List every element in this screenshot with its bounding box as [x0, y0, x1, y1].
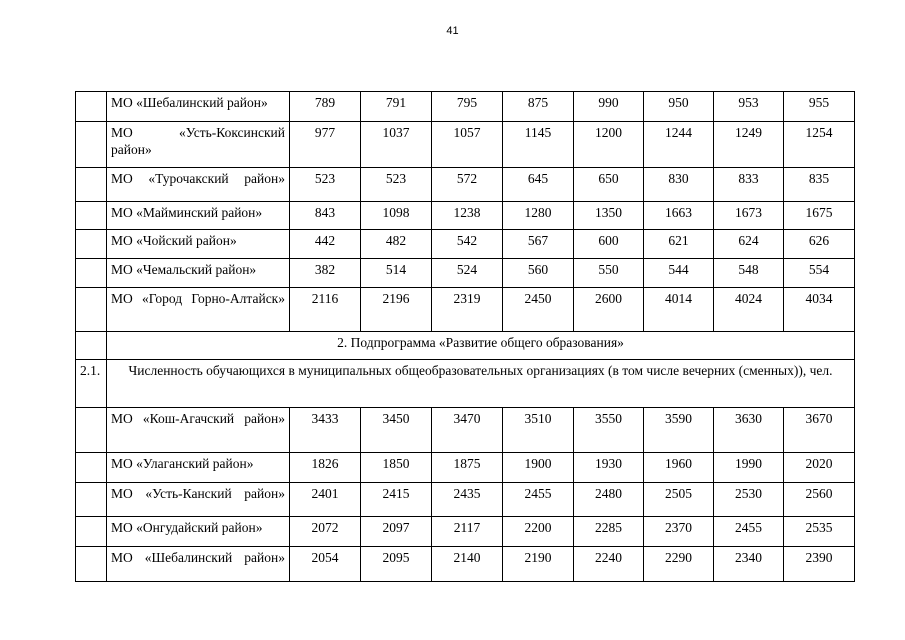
section-title: 2. Подпрограмма «Развитие общего образования» [107, 332, 855, 360]
value-cell: 1037 [361, 122, 432, 168]
value-cell: 2370 [644, 517, 714, 547]
value-cell: 2095 [361, 547, 432, 582]
value-cell: 1663 [644, 202, 714, 230]
table-row [76, 230, 855, 259]
row-number-cell [76, 168, 107, 202]
value-cell: 2600 [574, 288, 644, 332]
value-cell: 2200 [503, 517, 574, 547]
value-cell: 560 [503, 259, 574, 288]
value-cell: 2072 [290, 517, 361, 547]
value-cell: 1350 [574, 202, 644, 230]
value-cell: 523 [361, 168, 432, 202]
value-cell: 2285 [574, 517, 644, 547]
row-number-cell [76, 288, 107, 332]
value-cell: 843 [290, 202, 361, 230]
value-cell: 621 [644, 230, 714, 259]
table-row [76, 288, 855, 332]
value-cell: 2530 [714, 483, 784, 517]
value-cell: 3470 [432, 408, 503, 453]
value-cell: 1900 [503, 453, 574, 483]
value-cell: 548 [714, 259, 784, 288]
value-cell: 567 [503, 230, 574, 259]
value-cell: 524 [432, 259, 503, 288]
value-cell: 1249 [714, 122, 784, 168]
value-cell: 2290 [644, 547, 714, 582]
municipality-name: МО «Шебалинский район» [107, 547, 290, 582]
municipality-name: МО «Шебалинский район» [107, 92, 290, 122]
value-cell: 3670 [784, 408, 855, 453]
value-cell: 1098 [361, 202, 432, 230]
municipality-name: МО «Турочакский район» [107, 168, 290, 202]
row-number-cell [76, 408, 107, 453]
municipality-name: МО «Улаганский район» [107, 453, 290, 483]
table-row [76, 483, 855, 517]
value-cell: 2240 [574, 547, 644, 582]
value-cell: 990 [574, 92, 644, 122]
value-cell: 624 [714, 230, 784, 259]
value-cell: 3433 [290, 408, 361, 453]
value-cell: 2117 [432, 517, 503, 547]
section-number-cell [76, 332, 107, 360]
value-cell: 830 [644, 168, 714, 202]
municipality-name: МО «Кош-Агачский район» [107, 408, 290, 453]
table-row [76, 259, 855, 288]
municipality-name: МО «Чемальский район» [107, 259, 290, 288]
value-cell: 1675 [784, 202, 855, 230]
row-number-cell [76, 230, 107, 259]
value-cell: 955 [784, 92, 855, 122]
row-number-cell [76, 453, 107, 483]
value-cell: 795 [432, 92, 503, 122]
value-cell: 2455 [503, 483, 574, 517]
value-cell: 3550 [574, 408, 644, 453]
row-number-cell [76, 92, 107, 122]
value-cell: 953 [714, 92, 784, 122]
value-cell: 2319 [432, 288, 503, 332]
value-cell: 1826 [290, 453, 361, 483]
value-cell: 550 [574, 259, 644, 288]
table-body-section [76, 332, 855, 408]
municipality-name: МО «Усть-Канский район» [107, 483, 290, 517]
value-cell: 572 [432, 168, 503, 202]
value-cell: 835 [784, 168, 855, 202]
value-cell: 791 [361, 92, 432, 122]
value-cell: 544 [644, 259, 714, 288]
table-row [76, 202, 855, 230]
value-cell: 1057 [432, 122, 503, 168]
indicator-number: 2.1. [76, 360, 107, 408]
value-cell: 1238 [432, 202, 503, 230]
value-cell: 3510 [503, 408, 574, 453]
municipality-name: МО «Усть-Коксинский район» [107, 122, 290, 168]
value-cell: 789 [290, 92, 361, 122]
indicator-row [76, 360, 855, 408]
value-cell: 645 [503, 168, 574, 202]
row-number-cell [76, 483, 107, 517]
municipality-name: МО «Онгудайский район» [107, 517, 290, 547]
table-body-bottom [76, 408, 855, 582]
row-number-cell [76, 259, 107, 288]
value-cell: 2450 [503, 288, 574, 332]
value-cell: 2020 [784, 453, 855, 483]
value-cell: 1850 [361, 453, 432, 483]
value-cell: 2535 [784, 517, 855, 547]
table-row [76, 92, 855, 122]
value-cell: 1990 [714, 453, 784, 483]
value-cell: 2140 [432, 547, 503, 582]
value-cell: 523 [290, 168, 361, 202]
table-row [76, 453, 855, 483]
value-cell: 875 [503, 92, 574, 122]
value-cell: 950 [644, 92, 714, 122]
table-body-top [76, 92, 855, 332]
section-row [76, 332, 855, 360]
value-cell: 2455 [714, 517, 784, 547]
value-cell: 626 [784, 230, 855, 259]
page-number: 41 [446, 25, 459, 37]
value-cell: 1145 [503, 122, 574, 168]
table-row [76, 547, 855, 582]
value-cell: 977 [290, 122, 361, 168]
table-row [76, 122, 855, 168]
value-cell: 1960 [644, 453, 714, 483]
municipality-name: МО «Город Горно-Алтайск» [107, 288, 290, 332]
value-cell: 1875 [432, 453, 503, 483]
indicator-text: Численность обучающихся в муниципальных общеобразовательных организациях (в том числе вечерних (сменных)), чел. [107, 360, 855, 408]
value-cell: 554 [784, 259, 855, 288]
row-number-cell [76, 517, 107, 547]
table-row [76, 517, 855, 547]
value-cell: 442 [290, 230, 361, 259]
municipality-name: МО «Майминский район» [107, 202, 290, 230]
value-cell: 600 [574, 230, 644, 259]
value-cell: 482 [361, 230, 432, 259]
municipality-name: МО «Чойский район» [107, 230, 290, 259]
value-cell: 4034 [784, 288, 855, 332]
row-number-cell [76, 547, 107, 582]
value-cell: 514 [361, 259, 432, 288]
value-cell: 2116 [290, 288, 361, 332]
value-cell: 1244 [644, 122, 714, 168]
value-cell: 2054 [290, 547, 361, 582]
value-cell: 2505 [644, 483, 714, 517]
value-cell: 1254 [784, 122, 855, 168]
indicator-table [75, 91, 855, 582]
value-cell: 2480 [574, 483, 644, 517]
value-cell: 2560 [784, 483, 855, 517]
value-cell: 2401 [290, 483, 361, 517]
table-row [76, 408, 855, 453]
value-cell: 2340 [714, 547, 784, 582]
value-cell: 3450 [361, 408, 432, 453]
value-cell: 2390 [784, 547, 855, 582]
value-cell: 3630 [714, 408, 784, 453]
value-cell: 3590 [644, 408, 714, 453]
row-number-cell [76, 122, 107, 168]
value-cell: 1673 [714, 202, 784, 230]
value-cell: 1200 [574, 122, 644, 168]
value-cell: 2415 [361, 483, 432, 517]
value-cell: 2435 [432, 483, 503, 517]
value-cell: 4014 [644, 288, 714, 332]
value-cell: 650 [574, 168, 644, 202]
value-cell: 2190 [503, 547, 574, 582]
table-row [76, 168, 855, 202]
value-cell: 542 [432, 230, 503, 259]
row-number-cell [76, 202, 107, 230]
value-cell: 2097 [361, 517, 432, 547]
value-cell: 833 [714, 168, 784, 202]
value-cell: 1930 [574, 453, 644, 483]
value-cell: 382 [290, 259, 361, 288]
value-cell: 4024 [714, 288, 784, 332]
value-cell: 2196 [361, 288, 432, 332]
value-cell: 1280 [503, 202, 574, 230]
